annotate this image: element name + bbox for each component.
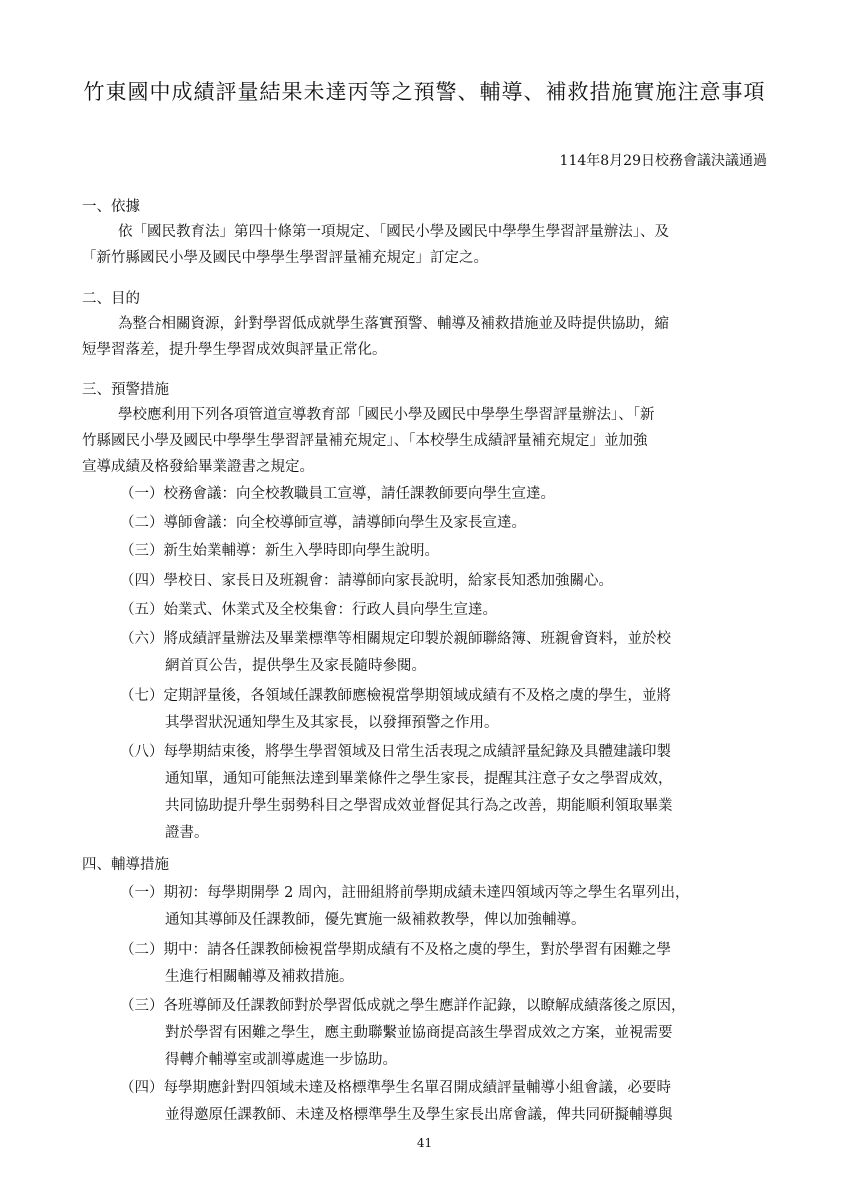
item-line: （二）期中：請各任課教師檢視當學期成績有不及格之虞的學生，對於學習有困難之學 [120, 942, 671, 958]
item-line: 生進行相關輔導及補救措施。 [165, 969, 354, 985]
item-line: 通知單，通知可能無法達到畢業條件之學生家長，提醒其注意子女之學習成效， [165, 771, 673, 787]
document-title: 竹東國中成績評量結果未達丙等之預警、輔導、補救措施實施注意事項 [83, 80, 766, 104]
warning-item-2 [120, 510, 772, 537]
item-line: （四）學校日、家長日及班親會：請導師向家長說明，給家長知悉加強關心。 [120, 573, 613, 589]
item-line: 證書。 [165, 825, 209, 841]
item-line: （三）新生始業輔導：新生入學時即向學生說明。 [120, 543, 439, 559]
item-line: （一）校務會議：向全校教職員工宣導，請任課教師要向學生宣達。 [120, 486, 555, 502]
section-heading-basis: 一、依據 [82, 199, 140, 215]
item-line: 對於學習有困難之學生，應主動聯繫並協商提高該生學習成效之方案，並視需要 [165, 1025, 673, 1041]
item-line: 網首頁公告，提供學生及家長隨時參閱。 [165, 658, 426, 674]
counseling-item-4 [120, 1075, 772, 1129]
paragraph-line: 竹縣國民小學及國民中學學生學習評量補充規定」、「本校學生成績評量補充規定」並加強 [82, 433, 648, 449]
item-line: （六）將成績評量辦法及畢業標準等相關規定印製於親師聯絡簿、班親會資料，並於校 [120, 631, 671, 647]
counseling-item-2 [120, 937, 772, 991]
warning-item-7 [120, 683, 772, 737]
item-line: （三）各班導師及任課教師對於學習低成就之學生應詳作記錄，以瞭解成績落後之原因， [120, 998, 686, 1014]
section-basis-paragraph [82, 219, 768, 271]
paragraph-line: 短學習落差，提升學生學習成效與評量正常化。 [82, 342, 387, 358]
warning-item-4 [120, 568, 772, 595]
counseling-item-3 [120, 993, 772, 1074]
section-heading-purpose: 二、目的 [82, 291, 140, 307]
paragraph-line: 依「國民教育法」第四十條第一項規定、「國民小學及國民中學學生學習評量辦法」、及 [118, 224, 669, 240]
warning-item-1 [120, 481, 772, 508]
page-number: 41 [416, 1136, 433, 1150]
paragraph-line: 學校應利用下列各項管道宣導教育部「國民小學及國民中學學生學習評量辦法」、「新 [118, 407, 655, 423]
section-heading-warning: 三、預警措施 [82, 382, 169, 398]
item-line: （二）導師會議：向全校導師宣導，請導師向學生及家長宣達。 [120, 515, 526, 531]
warning-item-5 [120, 597, 772, 624]
warning-item-3 [120, 538, 772, 565]
section-heading-counseling: 四、輔導措施 [82, 857, 169, 873]
section-purpose-paragraph [82, 311, 768, 363]
paragraph-line: 為整合相關資源，針對學習低成就學生落實預警、輔導及補救措施並及時提供協助，縮 [118, 316, 669, 332]
warning-item-8 [120, 739, 772, 847]
warning-item-6 [120, 626, 772, 680]
paragraph-line: 宣導成績及格發給畢業證書之規定。 [82, 459, 314, 475]
item-line: 其學習狀況通知學生及其家長，以發揮預警之作用。 [165, 715, 499, 731]
item-line: 並得邀原任課教師、未達及格標準學生及學生家長出席會議，俾共同研擬輔導與 [165, 1107, 673, 1123]
paragraph-line: 「新竹縣國民小學及國民中學學生學習評量補充規定」訂定之。 [82, 250, 488, 266]
item-line: 共同協助提升學生弱勢科目之學習成效並督促其行為之改善，期能順利領取畢業 [165, 798, 673, 814]
approval-date: 114年8月29日校務會議決議通過 [559, 153, 767, 169]
counseling-item-1 [120, 880, 772, 934]
item-line: （五）始業式、休業式及全校集會：行政人員向學生宣達。 [120, 602, 497, 618]
item-line: 得轉介輔導室或訓導處進一步協助。 [165, 1052, 397, 1068]
item-line: 通知其導師及任課教師，優先實施一級補救教學，俾以加強輔導。 [165, 912, 586, 928]
item-line: （一）期初：每學期開學 2 周內，註冊組將前學期成績未達四領域丙等之學生名單列出， [120, 885, 690, 901]
item-line: （八）每學期結束後，將學生學習領域及日常生活表現之成績評量紀錄及具體建議印製 [120, 744, 671, 760]
item-line: （四）每學期應針對四領域未達及格標準學生名單召開成績評量輔導小組會議，必要時 [120, 1080, 671, 1096]
section-warning-paragraph [82, 402, 768, 480]
item-line: （七）定期評量後，各領域任課教師應檢視當學期領域成績有不及格之虞的學生，並將 [120, 688, 671, 704]
